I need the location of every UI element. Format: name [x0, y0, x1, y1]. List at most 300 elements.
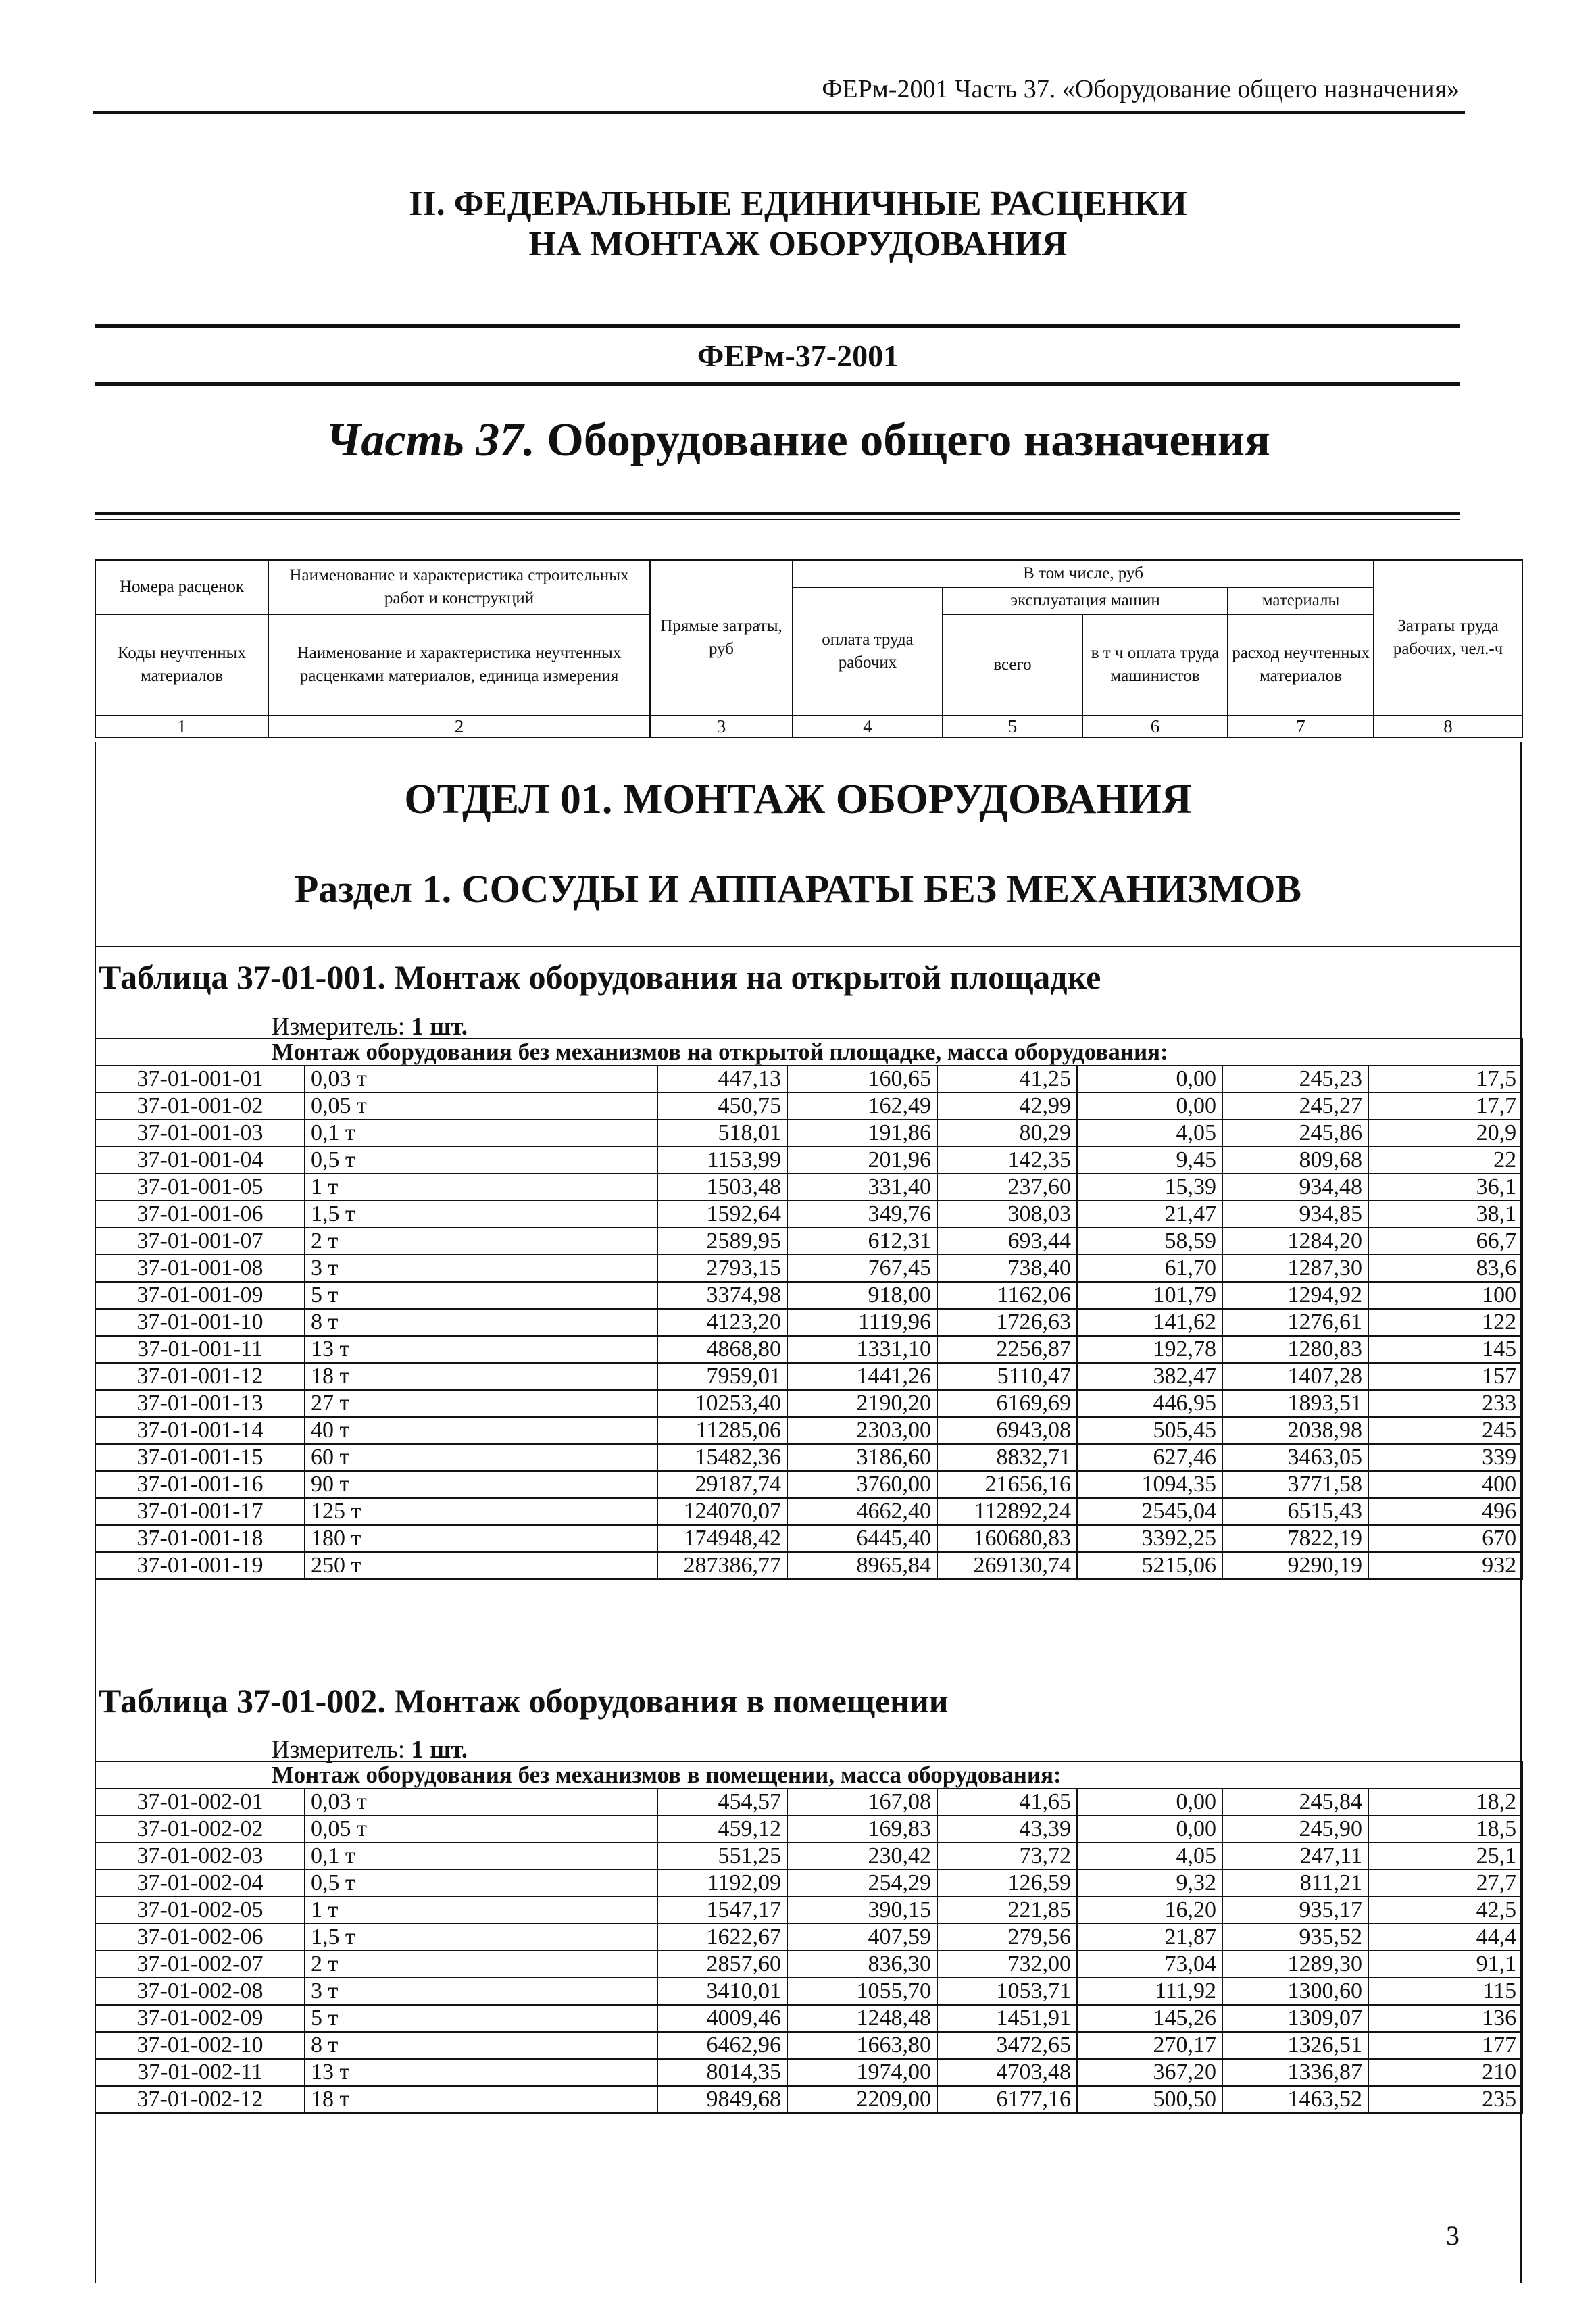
materials-cost-cell: 245,27: [1222, 1093, 1368, 1120]
labor-hours-cell: 18,2: [1368, 1789, 1522, 1816]
table-span-label: Монтаж оборудования без механизмов на открытой площадке, масса оборудования:: [95, 1039, 1522, 1066]
item-mass-cell: 0,03 т: [305, 1066, 657, 1093]
item-mass-cell: 5 т: [305, 2005, 657, 2032]
direct-costs-cell: 551,25: [657, 1843, 787, 1870]
labor-pay-cell: 167,08: [787, 1789, 937, 1816]
direct-costs-cell: 15482,36: [657, 1444, 787, 1471]
materials-cost-cell: 7822,19: [1222, 1525, 1368, 1552]
table-row: [95, 1309, 1522, 1336]
labor-hours-cell: 27,7: [1368, 1870, 1522, 1897]
machinists-pay-cell: 61,70: [1077, 1255, 1222, 1282]
labor-pay-cell: 836,30: [787, 1951, 937, 1978]
item-mass-cell: 0,1 т: [305, 1120, 657, 1147]
item-mass-cell: 8 т: [305, 2032, 657, 2059]
rate-code-cell: 37-01-001-10: [95, 1309, 305, 1336]
labor-pay-cell: 1441,26: [787, 1363, 937, 1390]
machines-total-cell: 6169,69: [937, 1390, 1077, 1417]
item-mass-cell: 0,5 т: [305, 1870, 657, 1897]
header-labor-hours: Затраты труда рабочих, чел.-ч: [1374, 560, 1522, 716]
machines-total-cell: 269130,74: [937, 1552, 1077, 1579]
rate-code-cell: 37-01-002-04: [95, 1870, 305, 1897]
machinists-pay-cell: 111,92: [1077, 1978, 1222, 2005]
labor-hours-cell: 17,7: [1368, 1093, 1522, 1120]
labor-hours-cell: 210: [1368, 2059, 1522, 2086]
rate-code-cell: 37-01-001-11: [95, 1336, 305, 1363]
direct-costs-cell: 2857,60: [657, 1951, 787, 1978]
rate-code-cell: 37-01-001-09: [95, 1282, 305, 1309]
labor-hours-cell: 115: [1368, 1978, 1522, 2005]
labor-pay-cell: 160,65: [787, 1066, 937, 1093]
machines-total-cell: 1726,63: [937, 1309, 1077, 1336]
materials-cost-cell: 1336,87: [1222, 2059, 1368, 2086]
materials-cost-cell: 1309,07: [1222, 2005, 1368, 2032]
direct-costs-cell: 1192,09: [657, 1870, 787, 1897]
item-mass-cell: 250 т: [305, 1552, 657, 1579]
labor-pay-cell: 331,40: [787, 1174, 937, 1201]
table-row: [95, 1978, 1522, 2005]
machines-total-cell: 73,72: [937, 1843, 1077, 1870]
materials-cost-cell: 809,68: [1222, 1147, 1368, 1174]
machines-total-cell: 693,44: [937, 1228, 1077, 1255]
machinists-pay-cell: 500,50: [1077, 2086, 1222, 2113]
item-mass-cell: 5 т: [305, 1282, 657, 1309]
labor-pay-cell: 4662,40: [787, 1498, 937, 1525]
rate-code-cell: 37-01-001-12: [95, 1363, 305, 1390]
table-span-label: Монтаж оборудования без механизмов в помещении, масса оборудования:: [95, 1762, 1522, 1789]
machinists-pay-cell: 270,17: [1077, 2032, 1222, 2059]
labor-pay-cell: 612,31: [787, 1228, 937, 1255]
direct-costs-cell: 454,57: [657, 1789, 787, 1816]
labor-hours-cell: 25,1: [1368, 1843, 1522, 1870]
machines-total-cell: 221,85: [937, 1897, 1077, 1924]
materials-cost-cell: 934,48: [1222, 1174, 1368, 1201]
machinists-pay-cell: 15,39: [1077, 1174, 1222, 1201]
item-mass-cell: 2 т: [305, 1951, 657, 1978]
rule-below-part-title: [95, 512, 1460, 515]
machines-total-cell: 2256,87: [937, 1336, 1077, 1363]
header-rate-numbers: Номера расценок: [95, 560, 268, 614]
labor-hours-cell: 66,7: [1368, 1228, 1522, 1255]
item-mass-cell: 18 т: [305, 1363, 657, 1390]
rate-code-cell: 37-01-002-07: [95, 1951, 305, 1978]
materials-cost-cell: 9290,19: [1222, 1552, 1368, 1579]
materials-cost-cell: 934,85: [1222, 1201, 1368, 1228]
column-number-7: 7: [1228, 716, 1374, 737]
item-mass-cell: 40 т: [305, 1417, 657, 1444]
machinists-pay-cell: 145,26: [1077, 2005, 1222, 2032]
materials-cost-cell: 1893,51: [1222, 1390, 1368, 1417]
machines-total-cell: 142,35: [937, 1147, 1077, 1174]
machinists-pay-cell: 4,05: [1077, 1120, 1222, 1147]
header-including: В том числе, руб: [793, 560, 1374, 587]
materials-cost-cell: 3771,58: [1222, 1471, 1368, 1498]
machines-total-cell: 43,39: [937, 1816, 1077, 1843]
machinists-pay-cell: 382,47: [1077, 1363, 1222, 1390]
materials-cost-cell: 1407,28: [1222, 1363, 1368, 1390]
column-number-4: 4: [793, 716, 943, 737]
rule-above-code: [95, 324, 1460, 328]
item-mass-cell: 0,03 т: [305, 1789, 657, 1816]
table1-meter: [272, 1012, 468, 1041]
item-mass-cell: 13 т: [305, 2059, 657, 2086]
materials-cost-cell: 811,21: [1222, 1870, 1368, 1897]
machines-total-cell: 112892,24: [937, 1498, 1077, 1525]
rate-code-cell: 37-01-001-17: [95, 1498, 305, 1525]
item-mass-cell: 27 т: [305, 1390, 657, 1417]
item-mass-cell: 1 т: [305, 1174, 657, 1201]
table1-data: [95, 1038, 1523, 1580]
item-mass-cell: 2 т: [305, 1228, 657, 1255]
running-header: ФЕРм-2001 Часть 37. «Оборудование общего назначения»: [822, 75, 1460, 103]
table-row: [95, 1336, 1522, 1363]
machinists-pay-cell: 21,87: [1077, 1924, 1222, 1951]
direct-costs-cell: 3410,01: [657, 1978, 787, 2005]
machines-total-cell: 42,99: [937, 1093, 1077, 1120]
labor-pay-cell: 767,45: [787, 1255, 937, 1282]
labor-hours-cell: 100: [1368, 1282, 1522, 1309]
labor-hours-cell: 22: [1368, 1147, 1522, 1174]
column-number-2: 2: [268, 716, 650, 737]
header-labor-pay: оплата труда рабочих: [793, 587, 943, 716]
table-row: [95, 1363, 1522, 1390]
labor-hours-cell: 400: [1368, 1471, 1522, 1498]
table-row: [95, 1417, 1522, 1444]
machines-total-cell: 237,60: [937, 1174, 1077, 1201]
labor-pay-cell: 2209,00: [787, 2086, 937, 2113]
direct-costs-cell: 287386,77: [657, 1552, 787, 1579]
ferm-code: ФЕРм-37-2001: [697, 339, 899, 373]
materials-cost-cell: 247,11: [1222, 1843, 1368, 1870]
machines-total-cell: 160680,83: [937, 1525, 1077, 1552]
table-row: [95, 1498, 1522, 1525]
table-row: [95, 1066, 1522, 1093]
table-row: [95, 2086, 1522, 2113]
labor-pay-cell: 254,29: [787, 1870, 937, 1897]
rate-code-cell: 37-01-001-08: [95, 1255, 305, 1282]
header-machine-operation: эксплуатация машин: [943, 587, 1228, 614]
machines-total-cell: 732,00: [937, 1951, 1077, 1978]
machinists-pay-cell: 58,59: [1077, 1228, 1222, 1255]
machines-total-cell: 1053,71: [937, 1978, 1077, 2005]
table-row: [95, 1390, 1522, 1417]
labor-pay-cell: 8965,84: [787, 1552, 937, 1579]
labor-hours-cell: 18,5: [1368, 1816, 1522, 1843]
machinists-pay-cell: 0,00: [1077, 1066, 1222, 1093]
table-row: [95, 1228, 1522, 1255]
machines-total-cell: 738,40: [937, 1255, 1077, 1282]
direct-costs-cell: 518,01: [657, 1120, 787, 1147]
table-row: [95, 2032, 1522, 2059]
rate-code-cell: 37-01-001-03: [95, 1120, 305, 1147]
machinists-pay-cell: 5215,06: [1077, 1552, 1222, 1579]
machines-total-cell: 6177,16: [937, 2086, 1077, 2113]
labor-hours-cell: 233: [1368, 1390, 1522, 1417]
materials-cost-cell: 6515,43: [1222, 1498, 1368, 1525]
materials-cost-cell: 1326,51: [1222, 2032, 1368, 2059]
section-heading: Раздел 1. СОСУДЫ И АППАРАТЫ БЕЗ МЕХАНИЗМОВ: [294, 867, 1302, 911]
direct-costs-cell: 3374,98: [657, 1282, 787, 1309]
item-mass-cell: 0,05 т: [305, 1816, 657, 1843]
machinists-pay-cell: 0,00: [1077, 1816, 1222, 1843]
table-row: [95, 1816, 1522, 1843]
header-materials: материалы: [1228, 587, 1374, 614]
table-row: [95, 1282, 1522, 1309]
labor-pay-cell: 201,96: [787, 1147, 937, 1174]
table-row: [95, 1255, 1522, 1282]
direct-costs-cell: 459,12: [657, 1816, 787, 1843]
materials-cost-cell: 1300,60: [1222, 1978, 1368, 2005]
materials-cost-cell: 935,52: [1222, 1924, 1368, 1951]
page-number: 3: [1446, 2220, 1460, 2251]
table-row: [95, 2059, 1522, 2086]
labor-hours-cell: 91,1: [1368, 1951, 1522, 1978]
rate-code-cell: 37-01-001-18: [95, 1525, 305, 1552]
table-row: [95, 1444, 1522, 1471]
labor-hours-cell: 136: [1368, 2005, 1522, 2032]
labor-hours-cell: 339: [1368, 1444, 1522, 1471]
materials-cost-cell: 1294,92: [1222, 1282, 1368, 1309]
machinists-pay-cell: 0,00: [1077, 1789, 1222, 1816]
direct-costs-cell: 1592,64: [657, 1201, 787, 1228]
item-mass-cell: 0,05 т: [305, 1093, 657, 1120]
machinists-pay-cell: 367,20: [1077, 2059, 1222, 2086]
rate-code-cell: 37-01-002-08: [95, 1978, 305, 2005]
labor-hours-cell: 17,5: [1368, 1066, 1522, 1093]
table-row: [95, 1093, 1522, 1120]
table-span-row: [95, 1762, 1522, 1789]
materials-cost-cell: 245,90: [1222, 1816, 1368, 1843]
direct-costs-cell: 9849,68: [657, 2086, 787, 2113]
machinists-pay-cell: 627,46: [1077, 1444, 1222, 1471]
rate-code-cell: 37-01-001-02: [95, 1093, 305, 1120]
machines-total-cell: 1451,91: [937, 2005, 1077, 2032]
column-number-8: 8: [1374, 716, 1522, 737]
labor-hours-cell: 670: [1368, 1525, 1522, 1552]
materials-cost-cell: 1463,52: [1222, 2086, 1368, 2113]
machinists-pay-cell: 73,04: [1077, 1951, 1222, 1978]
machinists-pay-cell: 9,45: [1077, 1147, 1222, 1174]
header-work-description: Наименование и характеристика строительных работ и конструкций: [268, 560, 650, 614]
item-mass-cell: 0,1 т: [305, 1843, 657, 1870]
item-mass-cell: 3 т: [305, 1978, 657, 2005]
labor-pay-cell: 918,00: [787, 1282, 937, 1309]
rate-code-cell: 37-01-001-01: [95, 1066, 305, 1093]
item-mass-cell: 180 т: [305, 1525, 657, 1552]
labor-pay-cell: 3760,00: [787, 1471, 937, 1498]
item-mass-cell: 90 т: [305, 1471, 657, 1498]
item-mass-cell: 3 т: [305, 1255, 657, 1282]
table-row: [95, 1789, 1522, 1816]
table1-title: Таблица 37-01-001. Монтаж оборудования на открытой площадке: [99, 958, 1101, 996]
rate-code-cell: 37-01-002-03: [95, 1843, 305, 1870]
rate-code-cell: 37-01-002-12: [95, 2086, 305, 2113]
direct-costs-cell: 1153,99: [657, 1147, 787, 1174]
machinists-pay-cell: 2545,04: [1077, 1498, 1222, 1525]
item-mass-cell: 1,5 т: [305, 1201, 657, 1228]
labor-pay-cell: 349,76: [787, 1201, 937, 1228]
materials-cost-cell: 1287,30: [1222, 1255, 1368, 1282]
rate-code-cell: 37-01-002-10: [95, 2032, 305, 2059]
table1-meter-value: 1 шт.: [411, 1013, 468, 1041]
machines-total-cell: 1162,06: [937, 1282, 1077, 1309]
machines-total-cell: 3472,65: [937, 2032, 1077, 2059]
labor-pay-cell: 2190,20: [787, 1390, 937, 1417]
labor-hours-cell: 36,1: [1368, 1174, 1522, 1201]
table1-meter-label: Измеритель:: [272, 1013, 412, 1041]
labor-hours-cell: 83,6: [1368, 1255, 1522, 1282]
part-title-text: Оборудование общего назначения: [534, 414, 1270, 466]
direct-costs-cell: 124070,07: [657, 1498, 787, 1525]
machinists-pay-cell: 505,45: [1077, 1417, 1222, 1444]
labor-pay-cell: 1248,48: [787, 2005, 937, 2032]
table-row: [95, 1147, 1522, 1174]
rate-code-cell: 37-01-002-06: [95, 1924, 305, 1951]
materials-cost-cell: 1289,30: [1222, 1951, 1368, 1978]
column-number-1: 1: [95, 716, 268, 737]
table-span-row: [95, 1039, 1522, 1066]
table-row: [95, 1924, 1522, 1951]
rate-code-cell: 37-01-001-04: [95, 1147, 305, 1174]
rate-code-cell: 37-01-001-06: [95, 1201, 305, 1228]
rate-code-cell: 37-01-001-07: [95, 1228, 305, 1255]
section-title-line-1: II. ФЕДЕРАЛЬНЫЕ ЕДИНИЧНЫЕ РАСЦЕНКИ: [409, 184, 1187, 223]
machines-total-cell: 5110,47: [937, 1363, 1077, 1390]
machines-total-cell: 41,25: [937, 1066, 1077, 1093]
machinists-pay-cell: 0,00: [1077, 1093, 1222, 1120]
table-row: [95, 1201, 1522, 1228]
labor-hours-cell: 122: [1368, 1309, 1522, 1336]
direct-costs-cell: 450,75: [657, 1093, 787, 1120]
table1-title-rule: [95, 946, 1522, 947]
header-materials-consumption: расход неучтенных материалов: [1228, 614, 1374, 716]
machinists-pay-cell: 21,47: [1077, 1201, 1222, 1228]
machines-total-cell: 41,65: [937, 1789, 1077, 1816]
labor-hours-cell: 145: [1368, 1336, 1522, 1363]
materials-cost-cell: 3463,05: [1222, 1444, 1368, 1471]
labor-hours-cell: 20,9: [1368, 1120, 1522, 1147]
rate-code-cell: 37-01-001-05: [95, 1174, 305, 1201]
machinists-pay-cell: 1094,35: [1077, 1471, 1222, 1498]
labor-pay-cell: 6445,40: [787, 1525, 937, 1552]
table-row: [95, 1471, 1522, 1498]
table-row: [95, 1120, 1522, 1147]
item-mass-cell: 60 т: [305, 1444, 657, 1471]
labor-pay-cell: 3186,60: [787, 1444, 937, 1471]
rate-code-cell: 37-01-002-11: [95, 2059, 305, 2086]
table2-meter: [272, 1735, 468, 1764]
part-title-number: Часть 37.: [326, 414, 535, 466]
labor-hours-cell: 496: [1368, 1498, 1522, 1525]
table2-meter-label: Измеритель:: [272, 1736, 412, 1764]
materials-cost-cell: 2038,98: [1222, 1417, 1368, 1444]
item-mass-cell: 18 т: [305, 2086, 657, 2113]
column-header-table: [95, 559, 1523, 738]
materials-cost-cell: 245,84: [1222, 1789, 1368, 1816]
table-row: [95, 1897, 1522, 1924]
table-row: [95, 1951, 1522, 1978]
direct-costs-cell: 10253,40: [657, 1390, 787, 1417]
direct-costs-cell: 11285,06: [657, 1417, 787, 1444]
item-mass-cell: 125 т: [305, 1498, 657, 1525]
labor-hours-cell: 38,1: [1368, 1201, 1522, 1228]
column-number-3: 3: [650, 716, 793, 737]
table-row: [95, 1870, 1522, 1897]
labor-pay-cell: 191,86: [787, 1120, 937, 1147]
machines-total-cell: 21656,16: [937, 1471, 1077, 1498]
rule-below-part-title-2: [95, 519, 1460, 520]
header-machines-total: всего: [943, 614, 1082, 716]
machines-total-cell: 126,59: [937, 1870, 1077, 1897]
section-title-line-2: НА МОНТАЖ ОБОРУДОВАНИЯ: [528, 225, 1068, 264]
header-rule: [93, 111, 1465, 114]
machines-total-cell: 4703,48: [937, 2059, 1077, 2086]
materials-cost-cell: 1276,61: [1222, 1309, 1368, 1336]
rate-code-cell: 37-01-001-16: [95, 1471, 305, 1498]
part-title: [0, 414, 1596, 468]
labor-hours-cell: 157: [1368, 1363, 1522, 1390]
labor-pay-cell: 1331,10: [787, 1336, 937, 1363]
machinists-pay-cell: 3392,25: [1077, 1525, 1222, 1552]
labor-pay-cell: 162,49: [787, 1093, 937, 1120]
item-mass-cell: 1,5 т: [305, 1924, 657, 1951]
table-row: [95, 1552, 1522, 1579]
table-row: [95, 1843, 1522, 1870]
labor-pay-cell: 1055,70: [787, 1978, 937, 2005]
direct-costs-cell: 2793,15: [657, 1255, 787, 1282]
labor-pay-cell: 407,59: [787, 1924, 937, 1951]
materials-cost-cell: 245,86: [1222, 1120, 1368, 1147]
rate-code-cell: 37-01-002-01: [95, 1789, 305, 1816]
machines-total-cell: 308,03: [937, 1201, 1077, 1228]
materials-cost-cell: 245,23: [1222, 1066, 1368, 1093]
item-mass-cell: 8 т: [305, 1309, 657, 1336]
labor-pay-cell: 169,83: [787, 1816, 937, 1843]
direct-costs-cell: 2589,95: [657, 1228, 787, 1255]
machinists-pay-cell: 446,95: [1077, 1390, 1222, 1417]
machinists-pay-cell: 101,79: [1077, 1282, 1222, 1309]
rule-below-code: [95, 382, 1460, 386]
header-material-codes: Коды неучтенных материалов: [95, 614, 268, 716]
item-mass-cell: 1 т: [305, 1897, 657, 1924]
machinists-pay-cell: 9,32: [1077, 1870, 1222, 1897]
rate-code-cell: 37-01-002-09: [95, 2005, 305, 2032]
machinists-pay-cell: 141,62: [1077, 1309, 1222, 1336]
machines-total-cell: 8832,71: [937, 1444, 1077, 1471]
direct-costs-cell: 1547,17: [657, 1897, 787, 1924]
header-material-description: Наименование и характеристика неучтенных расценками материалов, единица измерения: [268, 614, 650, 716]
table-row: [95, 1525, 1522, 1552]
labor-pay-cell: 230,42: [787, 1843, 937, 1870]
rate-code-cell: 37-01-001-15: [95, 1444, 305, 1471]
table2-meter-value: 1 шт.: [411, 1736, 468, 1764]
header-direct-costs: Прямые затраты, руб: [650, 560, 793, 716]
machinists-pay-cell: 16,20: [1077, 1897, 1222, 1924]
rate-code-cell: 37-01-002-02: [95, 1816, 305, 1843]
machines-total-cell: 279,56: [937, 1924, 1077, 1951]
column-number-6: 6: [1082, 716, 1228, 737]
rate-code-cell: 37-01-001-13: [95, 1390, 305, 1417]
direct-costs-cell: 6462,96: [657, 2032, 787, 2059]
rate-code-cell: 37-01-002-05: [95, 1897, 305, 1924]
materials-cost-cell: 935,17: [1222, 1897, 1368, 1924]
table-row: [95, 1174, 1522, 1201]
column-number-5: 5: [943, 716, 1082, 737]
item-mass-cell: 0,5 т: [305, 1147, 657, 1174]
labor-pay-cell: 1119,96: [787, 1309, 937, 1336]
direct-costs-cell: 4009,46: [657, 2005, 787, 2032]
direct-costs-cell: 8014,35: [657, 2059, 787, 2086]
rate-code-cell: 37-01-001-19: [95, 1552, 305, 1579]
